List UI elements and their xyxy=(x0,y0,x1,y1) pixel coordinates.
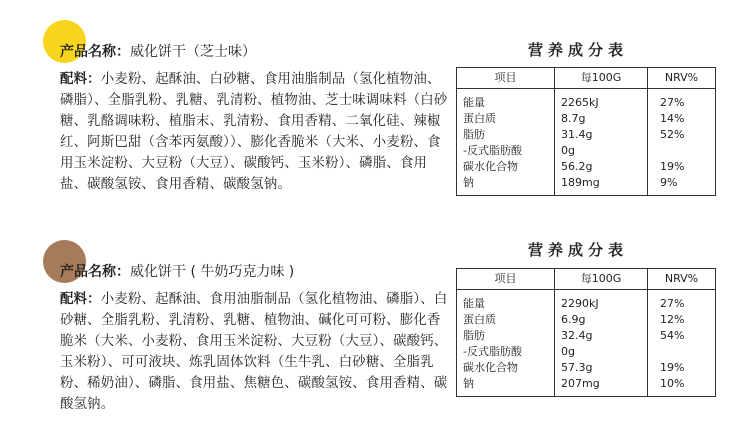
nutrition-table-1-title: 营养成分表 xyxy=(527,41,628,59)
nutrient-nrv: 27% xyxy=(648,290,716,313)
table-row xyxy=(457,143,716,159)
nutrient-name: 蛋白质 xyxy=(463,112,496,125)
product-name-label: 产品名称： xyxy=(60,264,130,280)
ingredients-label: 配料： xyxy=(60,72,101,87)
header-nrv: NRV% xyxy=(648,269,716,290)
product-1-info xyxy=(60,42,450,195)
nutrient-value: 31.4g xyxy=(555,127,648,143)
header-nrv: NRV% xyxy=(648,68,716,89)
header-per-100g: 每100G xyxy=(555,269,648,290)
nutrient-nrv: 52% xyxy=(648,127,716,143)
product-2-name: 威化饼干 ( 牛奶巧克力味 ) xyxy=(130,264,295,280)
table-row xyxy=(457,344,716,360)
header-per-100g: 每100G xyxy=(555,68,648,89)
table-row xyxy=(457,360,716,376)
table-row xyxy=(457,312,716,328)
product-2-ingredients xyxy=(60,289,450,415)
table-row xyxy=(457,376,716,397)
product-2-name-line xyxy=(60,262,450,282)
table-row xyxy=(457,159,716,175)
nutrient-value: 57.3g xyxy=(555,360,648,376)
nutrient-name: 钠 xyxy=(463,176,474,189)
nutrient-name: 钠 xyxy=(463,377,474,390)
nutrient-name: 脂肪 xyxy=(463,128,485,141)
nutrient-value: 2265kJ xyxy=(555,89,648,112)
table-row xyxy=(457,89,716,112)
nutrient-name: -反式脂肪酸 xyxy=(463,345,522,358)
table-row xyxy=(457,111,716,127)
nutrient-nrv: 27% xyxy=(648,89,716,112)
nutrient-value: 0g xyxy=(555,143,648,159)
product-2-ingredients-text: 小麦粉、起酥油、食用油脂制品（氢化植物油、磷脂）、白砂糖、全脂乳粉、乳清粉、乳糖、植物油、碱化可可粉、膨化香脆米（大米、小麦粉、食用玉米淀粉、大豆粉（大豆）、碳酸钙、玉米粉）、可可液块、炼乳固体饮料（生牛乳、白砂糖、全脂乳粉、稀奶油）、磷脂、食用盐、焦糖色、碳酸氢铵、食用香精、碳酸氢钠。 xyxy=(60,292,448,412)
nutrient-nrv: 54% xyxy=(648,328,716,344)
nutrient-nrv: 19% xyxy=(648,360,716,376)
nutrient-value: 8.7g xyxy=(555,111,648,127)
table-header-row xyxy=(457,269,716,290)
table-row xyxy=(457,127,716,143)
nutrient-nrv: 19% xyxy=(648,159,716,175)
header-item: 项目 xyxy=(457,68,555,89)
table-header-row xyxy=(457,68,716,89)
table-row xyxy=(457,290,716,313)
nutrient-nrv: 12% xyxy=(648,312,716,328)
product-1-name-line xyxy=(60,42,450,62)
nutrient-name: 碳水化合物 xyxy=(463,361,518,374)
nutrient-value: 56.2g xyxy=(555,159,648,175)
product-1-ingredients xyxy=(60,69,450,195)
nutrient-value: 2290kJ xyxy=(555,290,648,313)
header-item: 项目 xyxy=(457,269,555,290)
nutrient-name: 能量 xyxy=(463,297,485,310)
ingredients-label: 配料： xyxy=(60,292,101,307)
nutrition-table-2 xyxy=(456,268,716,397)
nutrient-name: 蛋白质 xyxy=(463,313,496,326)
nutrient-name: -反式脂肪酸 xyxy=(463,144,522,157)
product-name-label: 产品名称： xyxy=(60,44,130,60)
nutrient-nrv xyxy=(648,143,716,159)
nutrient-name: 能量 xyxy=(463,96,485,109)
nutrient-name: 碳水化合物 xyxy=(463,160,518,173)
table-row xyxy=(457,328,716,344)
nutrient-nrv: 14% xyxy=(648,111,716,127)
nutrient-value: 6.9g xyxy=(555,312,648,328)
nutrient-value: 0g xyxy=(555,344,648,360)
nutrient-value: 207mg xyxy=(555,376,648,397)
nutrient-value: 32.4g xyxy=(555,328,648,344)
nutrient-nrv xyxy=(648,344,716,360)
product-1-name: 威化饼干（芝士味） xyxy=(130,44,256,60)
product-1-ingredients-text: 小麦粉、起酥油、白砂糖、食用油脂制品（氢化植物油、磷脂）、全脂乳粉、乳糖、乳清粉、植物油、芝士味调味料（白砂糖、乳酪调味粉、植脂末、乳清粉、食用香精、二氧化硅、辣椒红、阿斯巴甜（含苯丙氨酸））、膨化香脆米（大米、小麦粉、食用玉米淀粉、大豆粉（大豆）、碳酸钙、玉米粉）、磷脂、食用盐、碳酸氢铵、食用香精、碳酸氢钠。 xyxy=(60,72,448,192)
nutrient-nrv: 9% xyxy=(648,175,716,196)
nutrient-value: 189mg xyxy=(555,175,648,196)
nutrition-table-2-title: 营养成分表 xyxy=(527,241,628,259)
table-row xyxy=(457,175,716,196)
nutrient-nrv: 10% xyxy=(648,376,716,397)
product-2-info xyxy=(60,262,450,415)
nutrition-table-1 xyxy=(456,67,716,196)
nutrient-name: 脂肪 xyxy=(463,329,485,342)
